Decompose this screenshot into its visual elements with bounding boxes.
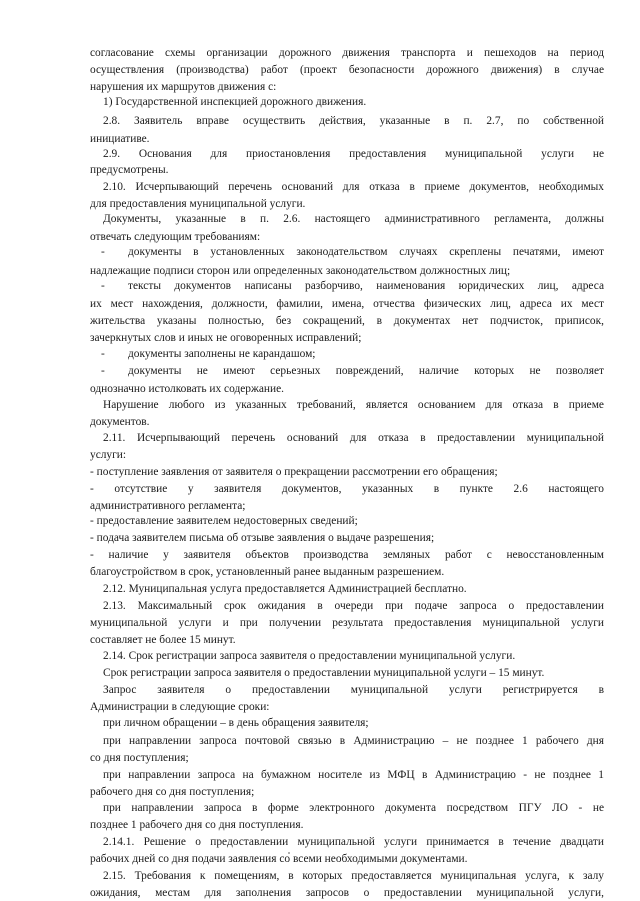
text-line: тексты документов написаны разборчиво, наименования юридических лиц, адреса [128, 280, 604, 292]
list-dash-marker: - [101, 246, 105, 258]
text-line: при направлении запроса на бумажном носителе из МФЦ в Администрацию - не позднее 1 [103, 769, 604, 781]
text-line: 2.12. Муниципальная услуга предоставляется Администрацией бесплатно. [103, 583, 467, 595]
text-line: 2.15. Требования к помещениям, в которых предоставляется муниципальная услуга, к залу [103, 870, 604, 882]
text-line: 2.14.1. Решение о предоставлении муниципальной услуги принимается в течение двадцати [103, 836, 604, 848]
text-line: Администрации в следующие сроки: [90, 701, 270, 713]
text-line: документов. [90, 416, 150, 428]
text-line: рабочих дней со дня подачи заявления со всеми необходимыми документами. [90, 853, 468, 865]
text-line: благоустройством в срок, установленный ранее выданным разрешением. [90, 566, 445, 578]
text-line: зачеркнутых слов и иных не оговоренных исправлений; [90, 332, 362, 344]
text-line: Нарушение любого из указанных требований, является основанием для отказа в приеме [103, 399, 604, 411]
text-line: согласование схемы организации дорожного движения транспорта и пешеходов на период [90, 47, 604, 59]
text-line: жительства указаны полностью, без сокращений, в документах нет подчисток, приписок, [90, 315, 604, 327]
text-line: ожидания, местам для заполнения запросов о предоставлении муниципальной услуги, [90, 887, 604, 899]
text-line: инициативе. [90, 133, 150, 145]
text-line: 1) Государственной инспекцией дорожного движения. [103, 96, 367, 108]
text-line: однозначно истолковать их содержание. [90, 383, 285, 395]
text-line: услуги: [90, 449, 127, 461]
text-line: предусмотрены. [90, 164, 169, 176]
text-line: административного регламента; [90, 500, 246, 512]
text-line: со дня поступления; [90, 752, 189, 764]
list-dash-marker: - [101, 365, 105, 377]
text-line: осуществления (производства) работ (проект безопасности дорожного движения) в случае [90, 64, 604, 76]
text-line: их мест нахождения, должности, фамилии, имена, отчества физических лиц, адреса их мест [90, 298, 604, 310]
text-line: Запрос заявителя о предоставлении муниципальной услуги регистрируется в [103, 684, 604, 696]
text-line: нарушения их маршрутов движения с: [90, 81, 277, 93]
text-line: при направлении запроса почтовой связью в Администрацию – не позднее 1 рабочего дня [103, 735, 604, 747]
text-line: составляет не более 15 минут. [90, 634, 236, 646]
text-line: - поступление заявления от заявителя о прекращении рассмотрении его обращения; [90, 466, 498, 478]
text-line: при направлении запроса в форме электронного документа посредством ПГУ ЛО - не [103, 802, 604, 814]
text-line: 2.11. Исчерпывающий перечень оснований для отказа в предоставлении муниципальной [103, 432, 604, 444]
text-line: - подача заявителем письма об отзыве заявления о выдаче разрешения; [90, 532, 435, 544]
text-line: - наличие у заявителя объектов производства земляных работ с невосстановленным [90, 549, 604, 561]
text-line: рабочего дня со дня поступления; [90, 786, 255, 798]
text-line: отвечать следующим требованиям: [90, 231, 261, 243]
text-line: надлежащие подписи сторон или определенных законодательством должностных лиц; [90, 265, 511, 277]
text-line: 2.8. Заявитель вправе осуществить действия, указанные в п. 2.7, по собственной [103, 115, 604, 127]
list-dash-marker: - [101, 348, 105, 360]
text-line: для предоставления муниципальной услуги. [90, 198, 306, 210]
text-line: Документы, указанные в п. 2.6. настоящего административного регламента, должны [103, 213, 604, 225]
text-line: - отсутствие у заявителя документов, указанных в пункте 2.6 настоящего [90, 483, 604, 495]
text-line: 2.9. Основания для приостановления предоставления муниципальной услуги не [103, 148, 604, 160]
text-line: документы в установленных законодательством случаях скреплены печатями, имеют [128, 246, 604, 258]
text-line: 2.10. Исчерпывающий перечень оснований для отказа в приеме документов, необходимых [103, 181, 604, 193]
text-line: при личном обращении – в день обращения заявителя; [103, 717, 369, 729]
text-line: позднее 1 рабочего дня со дня поступления. [90, 819, 304, 831]
text-line: Срок регистрации запроса заявителя о предоставлении муниципальной услуги – 15 минут. [103, 667, 545, 679]
text-line: 2.14. Срок регистрации запроса заявителя о предоставлении муниципальной услуги. [103, 650, 516, 662]
text-line: - предоставление заявителем недостоверных сведений; [90, 515, 358, 527]
text-line: документы не имеют серьезных повреждений, наличие которых не позволяет [128, 365, 604, 377]
list-dash-marker: - [101, 280, 105, 292]
text-line: 2.13. Максимальный срок ожидания в очереди при подаче запроса о предоставлении [103, 600, 604, 612]
text-line: муниципальной услуги и при получении результата предоставления муниципальной услуги [90, 617, 604, 629]
text-line: документы заполнены не карандашом; [128, 348, 316, 360]
